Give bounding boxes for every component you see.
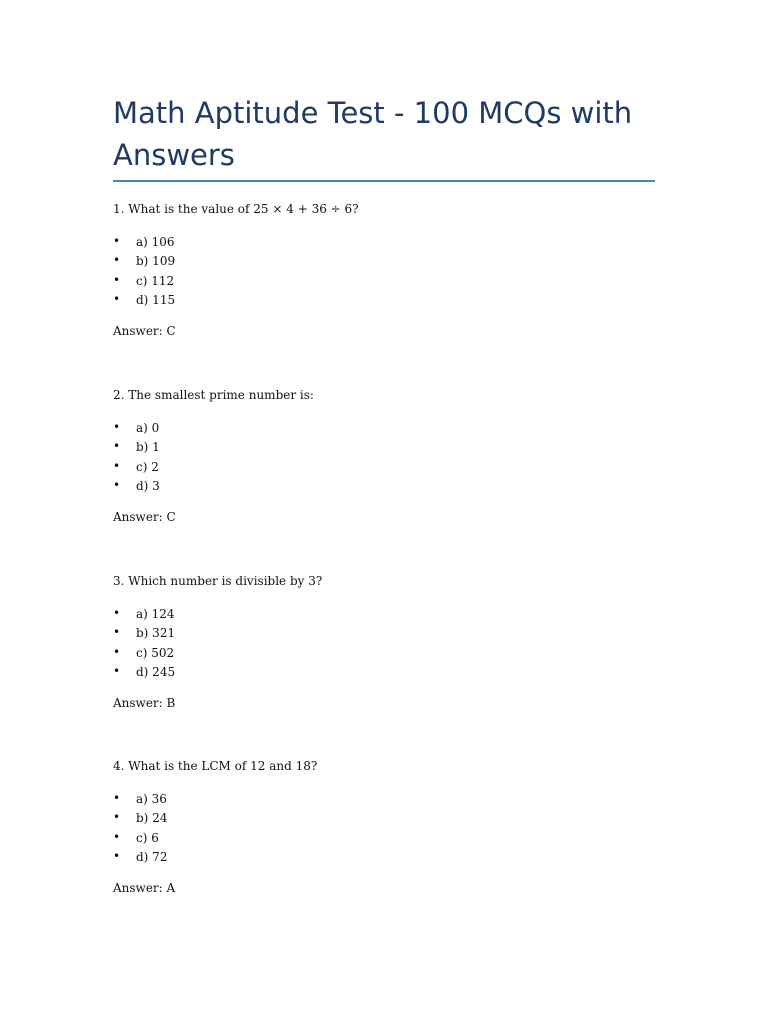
option-label: a) 106 [136, 235, 175, 249]
option-item [113, 624, 322, 643]
title-divider [113, 180, 655, 182]
option-item [113, 419, 314, 438]
option-label: a) 124 [136, 607, 175, 621]
option-item [113, 644, 322, 663]
option-item [113, 477, 314, 496]
bullet-icon: • [113, 253, 121, 268]
option-label: c) 112 [136, 273, 175, 288]
bullet-icon: • [113, 439, 121, 454]
option-label: d) 3 [136, 478, 160, 493]
question-block [113, 573, 322, 711]
answer-text: Answer: C [113, 324, 176, 339]
option-label: a) 0 [136, 421, 160, 435]
option-label: c) 6 [136, 830, 159, 845]
option-item [113, 829, 317, 848]
bullet-icon: • [113, 477, 121, 492]
option-item [113, 272, 359, 291]
bullet-icon: • [113, 291, 121, 306]
option-item [113, 252, 359, 271]
answer-text: Answer: A [113, 881, 176, 896]
option-list [113, 790, 317, 867]
option-list [113, 233, 359, 310]
question-text: 1. What is the value of 25 × 4 + 36 ÷ 6? [113, 202, 359, 216]
bullet-icon: • [113, 420, 121, 434]
question-text: 3. Which number is divisible by 3? [113, 574, 323, 588]
option-label: d) 245 [136, 664, 176, 679]
option-label: d) 115 [136, 292, 176, 307]
bullet-icon: • [113, 272, 121, 287]
bullet-icon: • [113, 663, 121, 678]
bullet-icon: • [113, 848, 121, 863]
option-label: c) 2 [136, 459, 159, 474]
bullet-icon: • [113, 625, 121, 640]
bullet-icon: • [113, 606, 121, 620]
bullet-icon: • [113, 829, 121, 844]
question-block [113, 758, 317, 896]
answer-text: Answer: C [113, 510, 176, 525]
question-block [113, 387, 314, 525]
document-page [113, 92, 655, 896]
option-item [113, 790, 317, 809]
option-list [113, 605, 322, 682]
option-label: b) 109 [136, 254, 176, 269]
question-text: 4. What is the LCM of 12 and 18? [113, 759, 318, 773]
option-item [113, 458, 314, 477]
option-list [113, 419, 314, 496]
bullet-icon: • [113, 644, 121, 659]
option-item [113, 809, 317, 828]
document-title: Math Aptitude Test - 100 MCQs with Answers [113, 96, 633, 172]
bullet-icon: • [113, 458, 121, 473]
option-label: d) 72 [136, 849, 168, 864]
bullet-icon: • [113, 234, 121, 248]
option-item [113, 848, 317, 867]
answer-text: Answer: B [113, 696, 176, 711]
option-label: c) 502 [136, 645, 175, 660]
option-item [113, 438, 314, 457]
option-item [113, 605, 322, 624]
option-item [113, 233, 359, 252]
bullet-icon: • [113, 791, 121, 805]
option-label: b) 24 [136, 811, 168, 826]
option-label: b) 1 [136, 440, 160, 455]
option-item [113, 291, 359, 310]
question-block [113, 201, 359, 339]
option-label: a) 36 [136, 792, 167, 806]
option-label: b) 321 [136, 626, 176, 641]
option-item [113, 663, 322, 682]
bullet-icon: • [113, 810, 121, 825]
question-text: 2. The smallest prime number is: [113, 388, 314, 402]
